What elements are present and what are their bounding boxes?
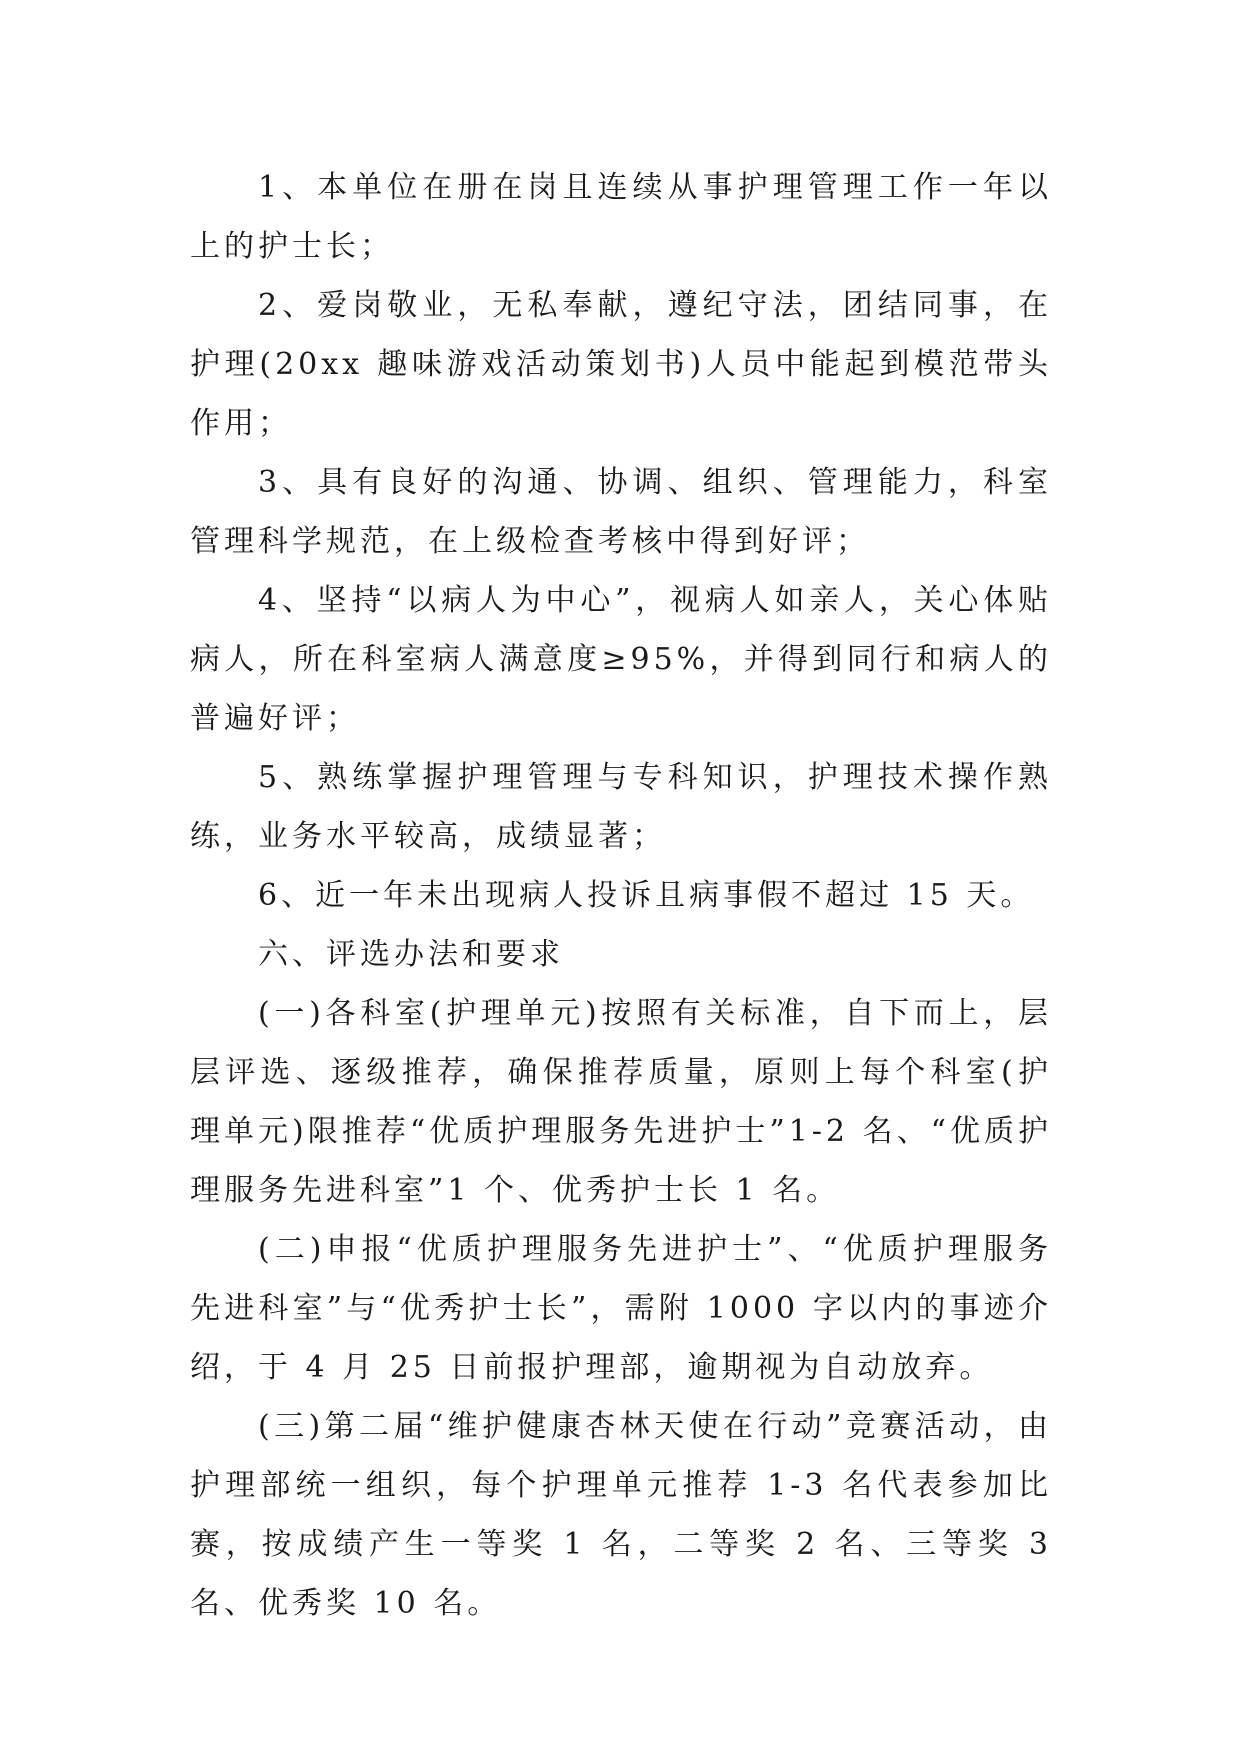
section-heading-6: 六、评选办法和要求 (258, 937, 564, 972)
criteria-item-5: 5、熟练掌握护理管理与专科知识，护理技术操作熟练，业务水平较高，成绩显著； (190, 760, 1052, 854)
requirement-item-2: (二)申报“优质护理服务先进护士”、“优质护理服务先进科室”与“优秀护士长”，需附 1000 字以内的事迹介绍，于 4 月 25 日前报护理部，逾期视为自动放弃。 (190, 1232, 1052, 1385)
criteria-item-6: 6、近一年未出现病人投诉且病事假不超过 15 天。 (258, 878, 1035, 913)
criteria-item-2: 2、爱岗敬业，无私奉献，遵纪守法，团结同事，在护理(20xx 趣味游戏活动策划书)人员中能起到模范带头作用； (190, 288, 1052, 441)
requirement-item-1: (一)各科室(护理单元)按照有关标准，自下而上，层层评选、逐级推荐，确保推荐质量，原则上每个科室(护理单元)限推荐“优质护理服务先进护士”1-2 名、“优质护理服务先进科室”1 个、优秀护士长 1 名。 (190, 996, 1052, 1208)
criteria-item-3: 3、具有良好的沟通、协调、组织、管理能力，科室管理科学规范，在上级检查考核中得到好评； (190, 465, 1052, 559)
requirement-item-3: (三)第二届“维护健康杏林天使在行动”竞赛活动，由护理部统一组织，每个护理单元推荐 1-3 名代表参加比赛，按成绩产生一等奖 1 名，二等奖 2 名、三等奖 3 名、优秀奖 10 名。 (190, 1409, 1052, 1621)
criteria-item-4: 4、坚持“以病人为中心”，视病人如亲人，关心体贴病人，所在科室病人满意度≥95%，并得到同行和病人的普遍好评； (190, 583, 1052, 736)
document-body (190, 158, 1052, 1633)
criteria-item-1: 1、本单位在册在岗且连续从事护理管理工作一年以上的护士长； (190, 170, 1052, 264)
